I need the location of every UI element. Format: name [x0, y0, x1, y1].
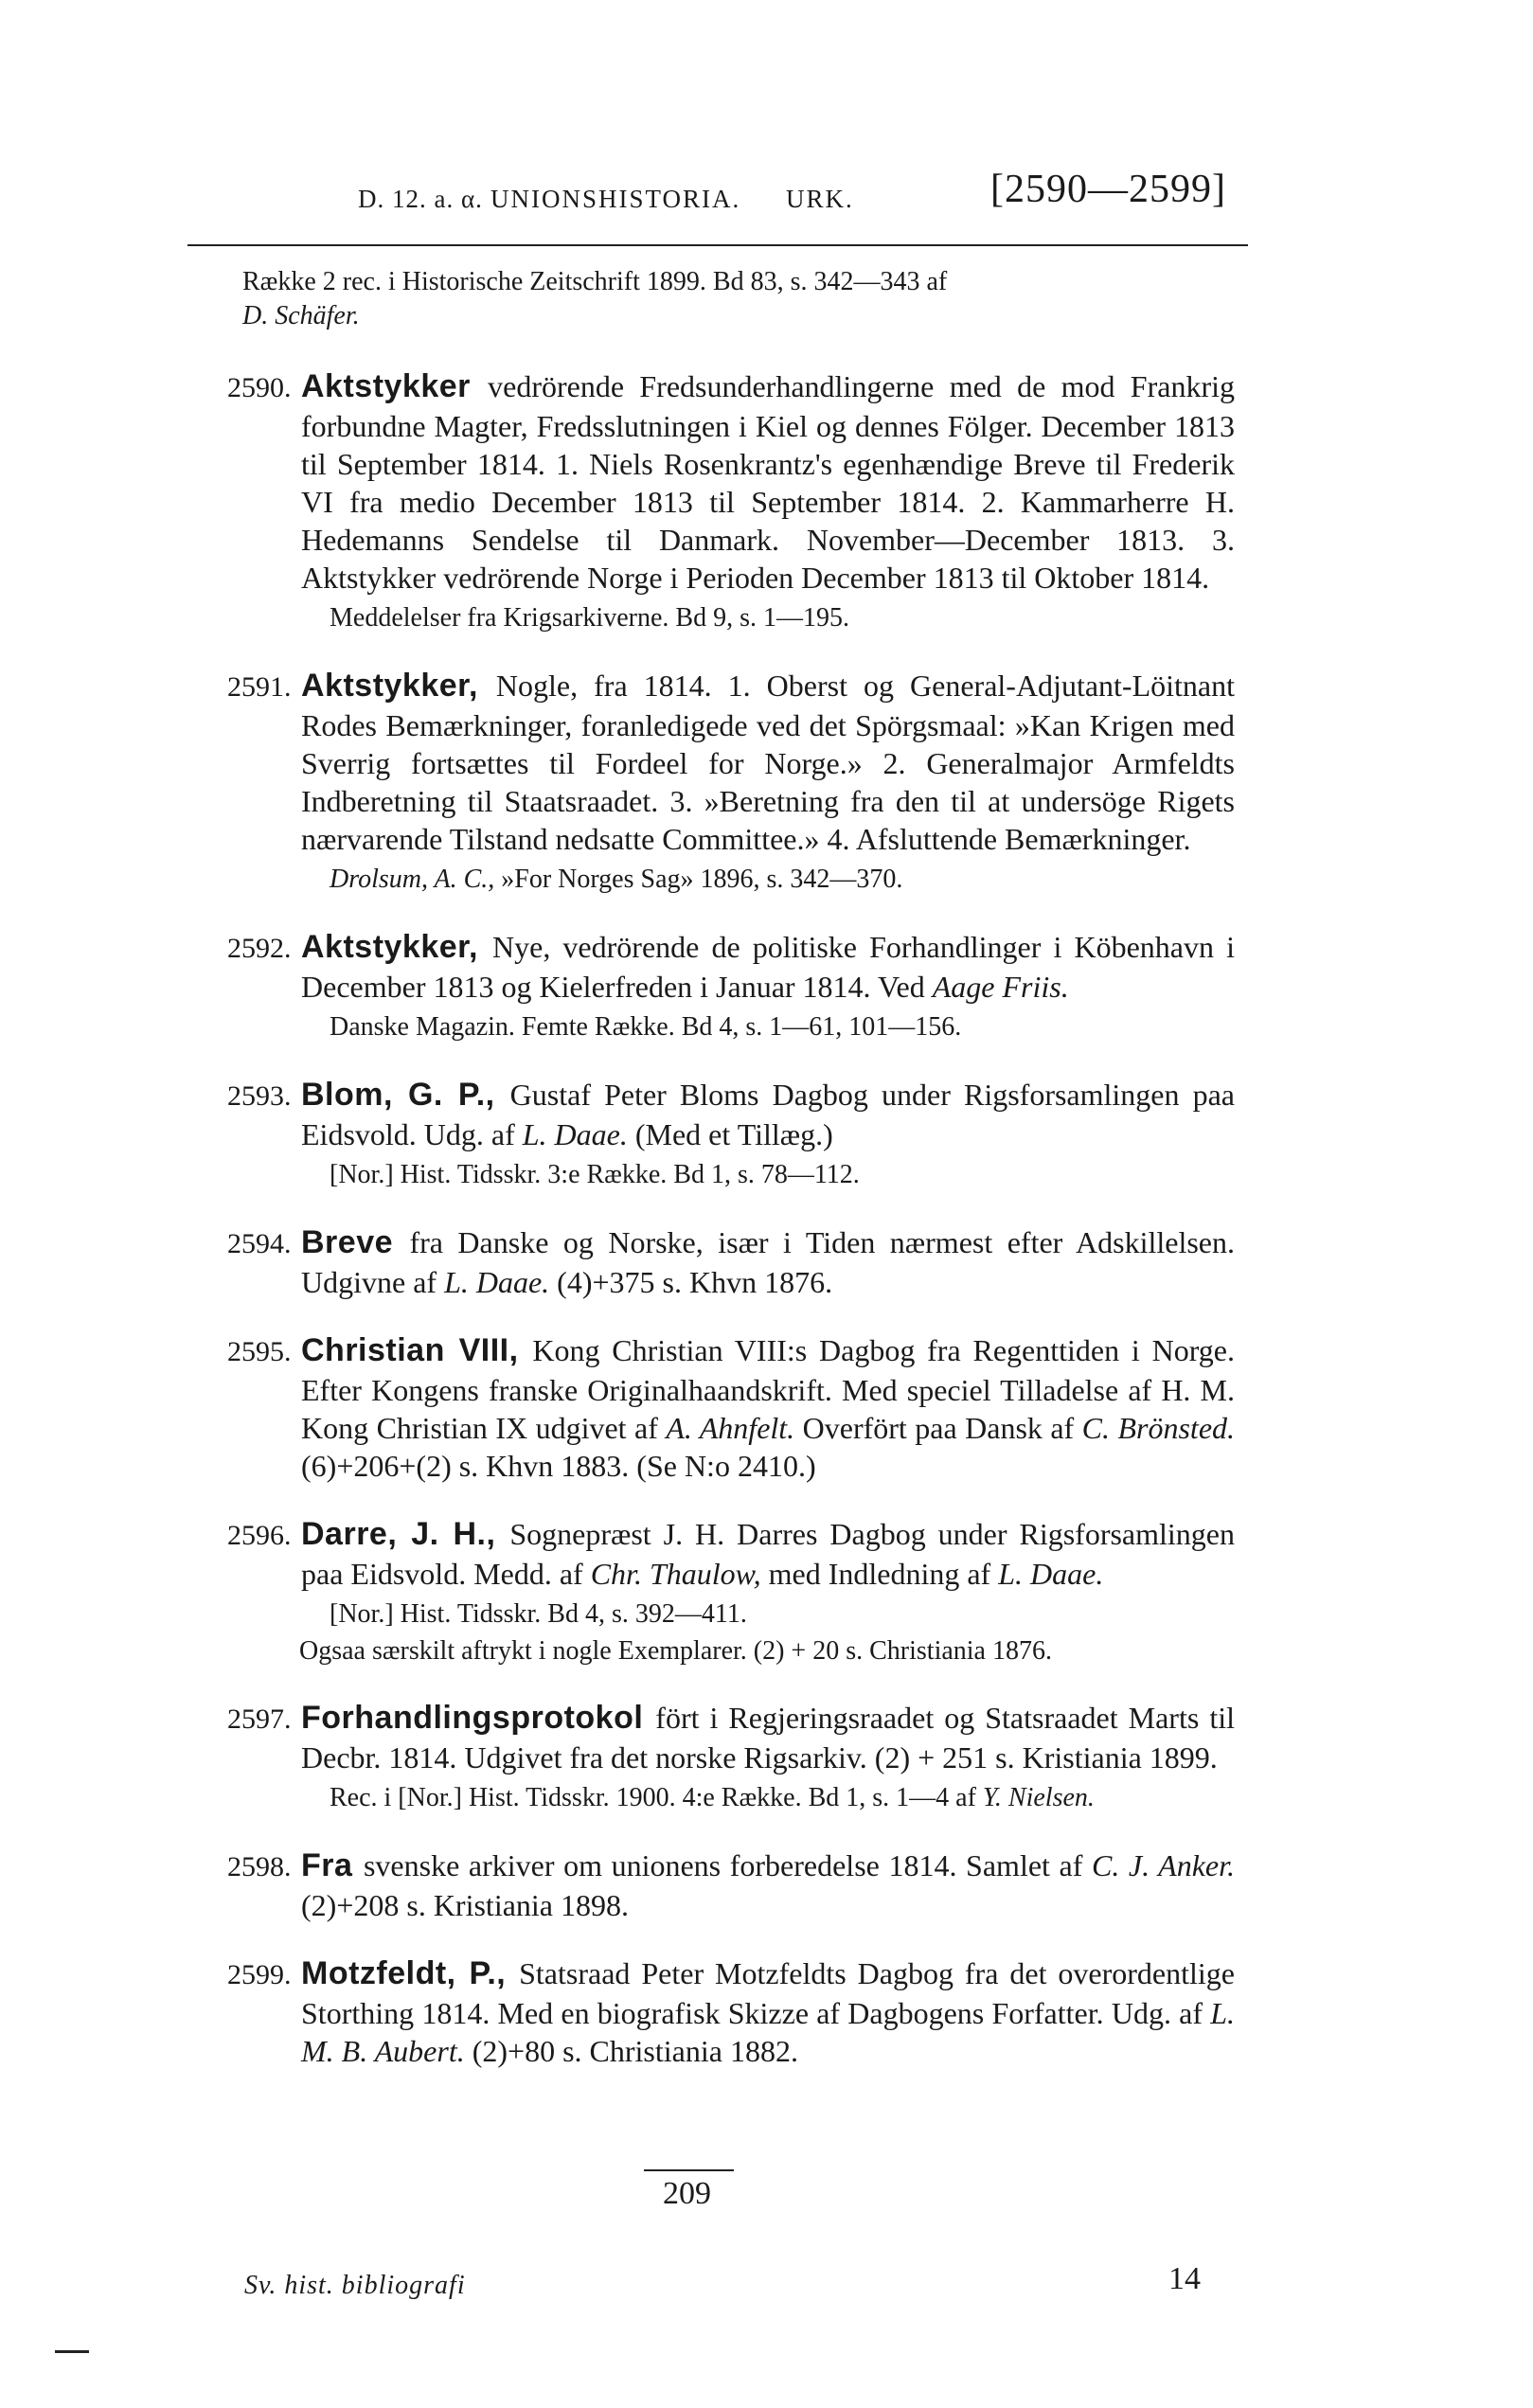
page-number: 209: [663, 2176, 711, 2211]
bibliography-entry: [227, 1954, 1235, 2070]
bibliography-entry: [227, 928, 1236, 1045]
entry-lead: Christian VIII,: [301, 1332, 533, 1368]
entry-source: [330, 1596, 1235, 1632]
entry-text-run: L. M. B. Aubert.: [301, 1996, 1235, 2068]
entry-source: [330, 1009, 1235, 1045]
entry-text-run: Overfört paa Dansk af: [794, 1411, 1082, 1445]
entry-source: [330, 600, 1235, 636]
header-rule: [187, 244, 1248, 246]
entry-number: 2598.: [227, 1851, 292, 1882]
entry-number: 2591.: [227, 671, 292, 703]
entry-text-run: vedrörende Fredsunderhandlingerne med de mod Frankrig forbundne Magter, Fredsslutningen i Kiel og dennes Fölger. December 1813 til September 1814. 1. Niels Rosenkrantz's egenhændige Breve til Frederik VI fra medio December 1813 til September 1814. 2. Kammarherre H. Hedemanns Sendelse til Danmark. November—December 1813. 3. Aktstykker vedrörende Norge i Perioden December 1813 til Oktober 1814.: [301, 369, 1235, 595]
entry-number: 2593.: [227, 1080, 292, 1112]
sheet-number: 14: [1168, 2261, 1201, 2296]
entry-text: [227, 367, 1235, 597]
bibliography-entry: [227, 667, 1236, 898]
bibliography-entry: [227, 1699, 1235, 1816]
entry-source-run: Y. Nielsen.: [982, 1783, 1095, 1812]
entry-text-run: C. Brönsted.: [1081, 1411, 1236, 1445]
entry-source-run: [Nor.] Hist. Tidsskr. 3:e Række. Bd 1, s. 78—112.: [330, 1160, 860, 1189]
bibliography-entry: [227, 1331, 1236, 1485]
entry-lead: Breve: [301, 1224, 410, 1260]
bibliography-entry: [227, 1515, 1236, 1668]
entry-text-run: (Med et Tillæg.): [627, 1117, 833, 1151]
entry-text-run: L. Daae.: [444, 1265, 550, 1299]
preceding-note: [235, 265, 1235, 333]
bibliography-entry: [227, 1076, 1236, 1193]
entry-number: 2594.: [227, 1228, 292, 1259]
entries-body: [227, 265, 1236, 2100]
entry-source-run: Drolsum, A. C.,: [330, 865, 495, 894]
entry-lead: Aktstykker,: [301, 668, 496, 704]
entry-text-run: L. Daae.: [522, 1117, 628, 1151]
entry-source: [330, 862, 1235, 898]
entry-lead: Aktstykker: [301, 368, 489, 404]
entry-source-run: [Nor.] Hist. Tidsskr. Bd 4, s. 392—411.: [330, 1599, 747, 1629]
entry-text: [227, 1954, 1235, 2070]
entry-text: [227, 1331, 1236, 1485]
preceding-note-text: Række 2 rec. i Historische Zeitschrift 1899. Bd 83, s. 342—343 af: [242, 267, 948, 296]
entry-lead: Motzfeldt, P.,: [301, 1955, 520, 1991]
page-header: [0, 0, 1533, 246]
entry-text-run: svenske arkiver om unionens forberedelse 1814. Samlet af: [363, 1848, 1092, 1882]
entry-text: [227, 667, 1236, 858]
bibliography-signature: Sv. hist. bibliografi: [244, 2271, 466, 2300]
entry-text-run: Kong Christian VIII:s Dagbog fra Regenttiden i Norge. Efter Kongens franske Originalhaandskrift. Med speciel Tilladelse af H. M. Kong Christian IX udgivet af: [301, 1333, 1235, 1445]
entry-text: [227, 1846, 1236, 1924]
entry-number: 2590.: [227, 372, 292, 403]
entry-note-run: Ogsaa særskilt aftrykt i nogle Exemplarer. (2) + 20 s. Christiania 1876.: [299, 1636, 1052, 1666]
preceding-note-author: D. Schäfer.: [242, 301, 360, 330]
entry-text-run: Nye, vedrörende de politiske Forhandlinger i Köbenhavn i December 1813 og Kielerfreden i Januar 1814. Ved: [301, 930, 1236, 1004]
entry-text-run: Statsraad Peter Motzfeldts Dagbog fra det overordentlige Storthing 1814. Med en biografisk Skizze af Dagbogens Forfatter. Udg. af: [301, 1956, 1235, 2030]
entry-source-run: Danske Magazin. Femte Række. Bd 4, s. 1—61, 101—156.: [330, 1012, 962, 1042]
entry-text-run: (2)+80 s. Christiania 1882.: [464, 2034, 798, 2068]
entry-source-run: Meddelelser fra Krigsarkiverne. Bd 9, s. 1—195.: [330, 603, 849, 633]
entry-text-run: Chr. Thaulow,: [590, 1557, 761, 1591]
entry-text-run: Nogle, fra 1814. 1. Oberst og General-Adjutant-Löitnant Rodes Bemærkninger, foranledigede ved det Spörgsmaal: »Kan Krigen med Sverrig fortsættes til Fordeel for Norge.» 2. Generalmajor Armfeldts Indberetning til Staatsraadet. 3. »Beretning fra den til at undersöge Rigets nærvarende Tilstand nedsatte Committee.» 4. Afsluttende Bemærkninger.: [301, 669, 1236, 856]
entry-number: 2597.: [227, 1703, 292, 1735]
entry-text: [227, 1076, 1236, 1153]
entry-list: [227, 367, 1236, 2070]
header-title: UNIONSHISTORIA.: [490, 185, 741, 213]
entry-text-run: A. Ahnfelt.: [666, 1411, 795, 1445]
entry-text: [227, 928, 1236, 1006]
bibliography-entry: [227, 1223, 1235, 1301]
entry-text-run: (6)+206+(2) s. Khvn 1883. (Se N:o 2410.): [301, 1449, 816, 1483]
entry-note: [299, 1634, 1235, 1668]
entry-text-run: C. J. Anker.: [1091, 1848, 1236, 1882]
entry-text-run: Aage Friis.: [932, 970, 1069, 1004]
entry-number: 2596.: [227, 1520, 292, 1551]
entry-source: [330, 1780, 1235, 1816]
entry-source: [330, 1157, 1235, 1193]
entry-source-run: »For Norges Sag» 1896, s. 342—370.: [494, 865, 903, 894]
bibliography-entry: [227, 1846, 1236, 1924]
entry-number: 2595.: [227, 1336, 292, 1367]
page-footer: [0, 2168, 1533, 2282]
entry-text-run: (2)+208 s. Kristiania 1898.: [301, 1888, 629, 1922]
entry-text-run: L. Daae.: [998, 1557, 1104, 1591]
entry-text-run: (4)+375 s. Khvn 1876.: [549, 1265, 833, 1299]
entry-lead: Blom, G. P.,: [301, 1077, 510, 1113]
header-section: URK.: [786, 185, 854, 213]
entry-lead: Fra: [301, 1847, 364, 1883]
entry-lead: Darre, J. H.,: [301, 1516, 510, 1552]
bibliography-entry: [227, 367, 1235, 636]
entry-text: [227, 1515, 1236, 1593]
entry-number: 2592.: [227, 933, 292, 964]
header-range: [2590—2599]: [990, 168, 1226, 211]
entry-text: [227, 1699, 1235, 1776]
entry-number: 2599.: [227, 1959, 292, 1990]
entry-text-run: fra Danske og Norske, især i Tiden nærmest efter Adskillelsen. Udgivne af: [301, 1225, 1235, 1299]
entry-text-run: Gustaf Peter Bloms Dagbog under Rigsforsamlingen paa Eidsvold. Udg. af: [301, 1078, 1236, 1151]
header-signature: D. 12. a. α.: [358, 185, 483, 213]
page-number-rule: [644, 2169, 734, 2171]
margin-mark: [55, 2350, 89, 2353]
entry-lead: Aktstykker,: [301, 929, 493, 965]
entry-text: [227, 1223, 1235, 1301]
entry-source-run: Rec. i [Nor.] Hist. Tidsskr. 1900. 4:e Række. Bd 1, s. 1—4 af: [330, 1783, 983, 1812]
entry-text-run: fört i Regjeringsraadet og Statsraadet Marts til Decbr. 1814. Udgivet fra det norske Rigsarkiv. (2) + 251 s. Kristiania 1899.: [301, 1701, 1235, 1775]
entry-text-run: Sognepræst J. H. Darres Dagbog under Rigsforsamlingen paa Eidsvold. Medd. af: [301, 1517, 1236, 1591]
entry-lead: Forhandlingsprotokol: [301, 1700, 656, 1736]
entry-text-run: med Indledning af: [760, 1557, 999, 1591]
